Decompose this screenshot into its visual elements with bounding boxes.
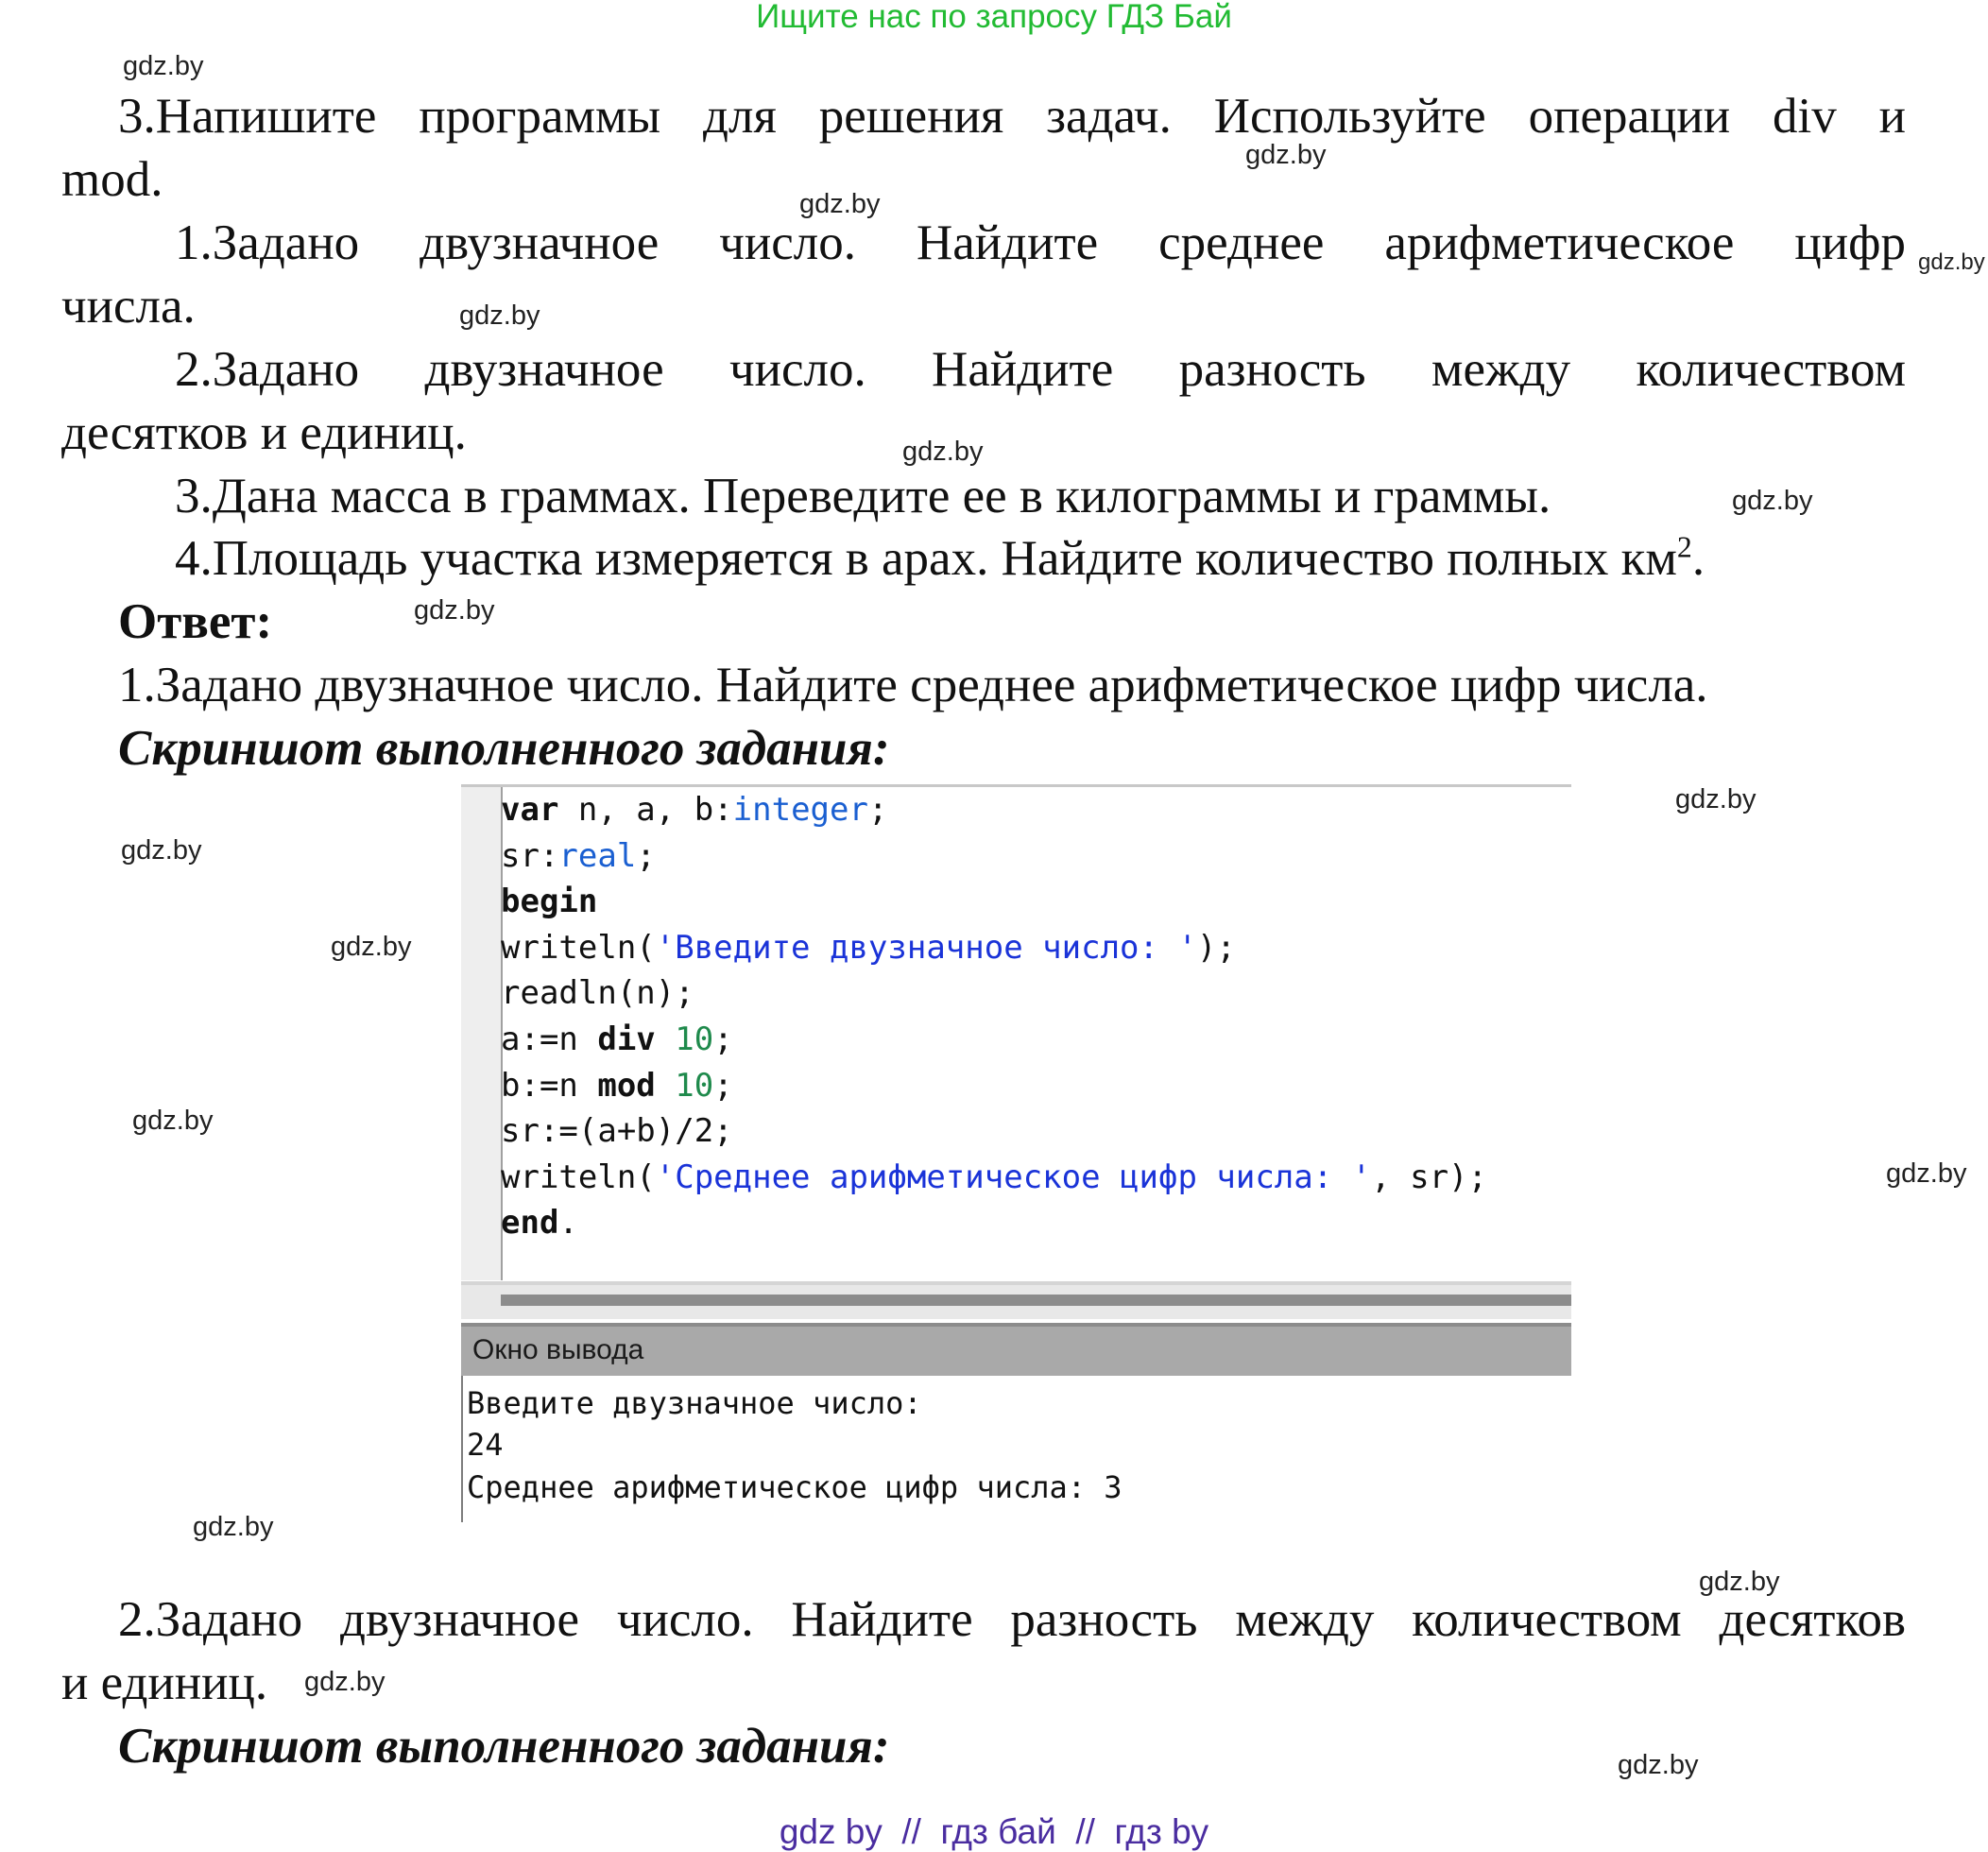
watermark: gdz.by (799, 189, 881, 219)
watermark: gdz.by (902, 437, 984, 467)
watermark: gdz.by (121, 835, 202, 866)
output-line: Среднее арифметическое цифр числа: 3 (467, 1469, 1123, 1505)
watermark: gdz.by (1675, 784, 1757, 815)
task-item-2-cont: десятков и единиц. (61, 405, 467, 460)
watermark: gdz.by (1886, 1158, 1967, 1189)
site-banner: Ищите нас по запросу ГДЗ Бай (756, 0, 1232, 35)
code-line: readln(n); (501, 974, 694, 1013)
task-item-3: 3.Дана масса в граммах. Переведите ее в килограммы и граммы. (175, 469, 1551, 523)
answer-2-title: 2.Задано двузначное число. Найдите разность между количеством десятков (118, 1592, 1906, 1647)
output-window-header (461, 1323, 1571, 1376)
watermark: gdz.by (1699, 1567, 1780, 1597)
code-line: begin (501, 883, 598, 921)
watermark: gdz.by (304, 1667, 386, 1697)
code-line: a:=n div 10; (501, 1020, 733, 1058)
code-text[interactable] (501, 787, 1487, 1246)
watermark: gdz.by (459, 300, 540, 331)
watermark: gdz.by (1618, 1750, 1699, 1780)
code-line: var n, a, b:integer; (501, 791, 888, 829)
task-item-1-cont: числа. (61, 279, 196, 334)
watermark: gdz.by (331, 932, 412, 962)
watermark: gdz.by (1918, 249, 1985, 275)
scrollbar-thumb[interactable] (501, 1295, 1571, 1306)
task-heading-line: mod. (61, 152, 163, 207)
output-line: Введите двузначное число: (467, 1385, 922, 1421)
watermark: gdz.by (414, 595, 495, 626)
watermark: gdz.by (1732, 486, 1813, 516)
task-item-2: 2.Задано двузначное число. Найдите разность между количеством (175, 342, 1906, 397)
watermark: gdz.by (1245, 140, 1327, 170)
code-line: b:=n mod 10; (501, 1066, 733, 1105)
watermark: gdz.by (132, 1106, 214, 1136)
screenshot-label: Скриншот выполненного задания: (118, 721, 890, 776)
watermark: gdz.by (193, 1512, 274, 1542)
watermark: gdz.by (123, 51, 204, 81)
code-line: sr:=(a+b)/2; (501, 1112, 733, 1151)
footer-links[interactable]: gdz by // гдз бай // гдз by (779, 1812, 1209, 1851)
code-line: end. (501, 1204, 578, 1243)
code-line: sr:real; (501, 836, 656, 875)
output-window (461, 1376, 1571, 1522)
answer-label: Ответ: (118, 594, 273, 649)
output-line: 24 (467, 1427, 504, 1463)
horizontal-scrollbar[interactable] (461, 1281, 1571, 1319)
task-heading-line: 3.Напишите программы для решения задач. Используйте операции div и (118, 89, 1906, 144)
screenshot-label: Скриншот выполненного задания: (118, 1719, 890, 1774)
output-window-title: Окно вывода (472, 1334, 644, 1365)
editor-gutter (461, 787, 501, 1280)
code-line: writeln('Среднее арифметическое цифр числа: ', sr); (501, 1158, 1487, 1196)
answer-2-title-cont: и единиц. (61, 1655, 268, 1710)
task-item-1: 1.Задано двузначное число. Найдите среднее арифметическое цифр (175, 215, 1906, 270)
task-item-4: 4.Площадь участка измеряется в арах. Найдите количество полных $км^2$. (175, 530, 1705, 586)
code-line: writeln('Введите двузначное число: '); (501, 928, 1236, 967)
scrollbar-track-top (461, 1281, 1571, 1285)
code-editor[interactable] (461, 784, 1571, 1285)
answer-1-title: 1.Задано двузначное число. Найдите среднее арифметическое цифр числа. (118, 658, 1708, 712)
